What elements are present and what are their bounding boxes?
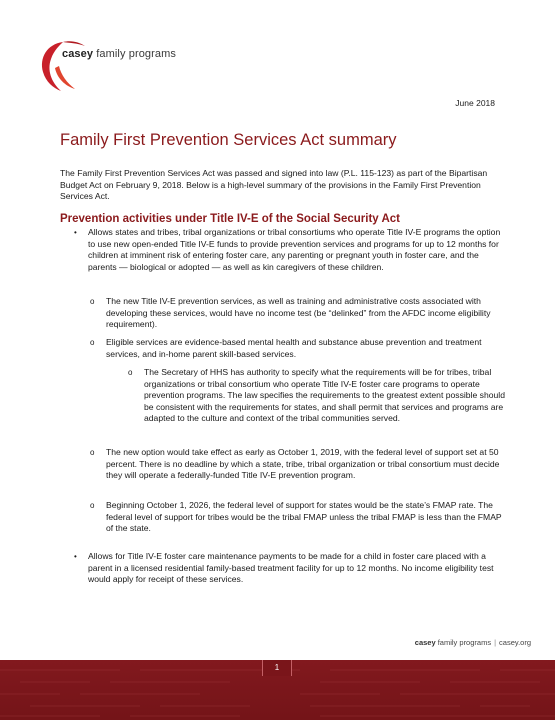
sub-bullet-marker: o bbox=[90, 338, 95, 347]
sub-bullet-marker: o bbox=[90, 448, 95, 457]
sub-bullet-marker: o bbox=[90, 501, 95, 510]
casey-logo-swoosh bbox=[33, 28, 183, 98]
footer-band bbox=[0, 618, 555, 660]
sub-sub-bullet-marker: o bbox=[128, 368, 133, 377]
page-title: Family First Prevention Services Act summary bbox=[60, 131, 397, 149]
footer-brand: casey family programs | casey.org bbox=[414, 638, 531, 647]
list-item-text: The new Title IV-E prevention services, as well as training and administrative costs associated with developing these services, would have no income test (be “delinked” from the AFDC income eligibility requirement). bbox=[106, 296, 491, 329]
list-item-text: The Secretary of HHS has authority to specify what the requirements will be for tribes, tribal organizations or tribal consortium who operate Title IV-E foster care programs to operate prevention programs. The law specifies the requirements to the greatest extent possible should be consistent with the requirements for states, and shall permit that services and programs are adapted to the culture and context of the tribal communities served. bbox=[144, 367, 505, 423]
bullet-marker: • bbox=[74, 552, 77, 561]
section-title: Prevention activities under Title IV-E of the Social Security Act bbox=[60, 213, 400, 225]
list-item-text: Beginning October 1, 2026, the federal level of support for states would be the state’s FMAP rate. The federal level of support for tribes would be the tribal FMAP unless the tribal FMAP is less than the FMAP of the state. bbox=[106, 500, 502, 533]
document-date: June 2018 bbox=[455, 98, 495, 108]
footer-url: casey.org bbox=[499, 638, 531, 647]
intro-paragraph: The Family First Prevention Services Act was passed and signed into law (P.L. 115-123) as part of the Bipartisan Budget Act on February 9, 2018. Below is a high-level summary of the provisions in the Family First Prevention Services Act. bbox=[60, 168, 488, 201]
logo-wordmark: casey family programs bbox=[62, 48, 176, 60]
list-item-text: Allows states and tribes, tribal organizations or tribal consortiums who operate Title IV-E programs the option to use new open-ended Title IV-E funds to provide prevention services and programs for up to 12 months for children at imminent risk of entering foster care, any parenting or pregnant youth in foster care, and the parents — biological or adopted — as well as kin caregivers of these children. bbox=[88, 227, 501, 272]
list-item-text: Allows for Title IV-E foster care maintenance payments to be made for a child in foster care placed with a parent in a licensed residential family-based treatment facility for up to 12 months. No income eligibility test would apply for receipt of these services. bbox=[88, 551, 494, 584]
list-item-text: The new option would take effect as early as October 1, 2019, with the federal level of support set at 50 percent. There is no deadline by which a state, tribe, tribal organization or tribal consortium must decide they will operate a federally-funded Title IV-E prevention program. bbox=[106, 447, 500, 480]
sub-bullet-marker: o bbox=[90, 297, 95, 306]
list-item-text: Eligible services are evidence-based mental health and substance abuse prevention and treatment services, and in-home parent skill-based services. bbox=[106, 337, 482, 359]
bullet-marker: • bbox=[74, 228, 77, 237]
page-number: 1 bbox=[262, 660, 292, 676]
